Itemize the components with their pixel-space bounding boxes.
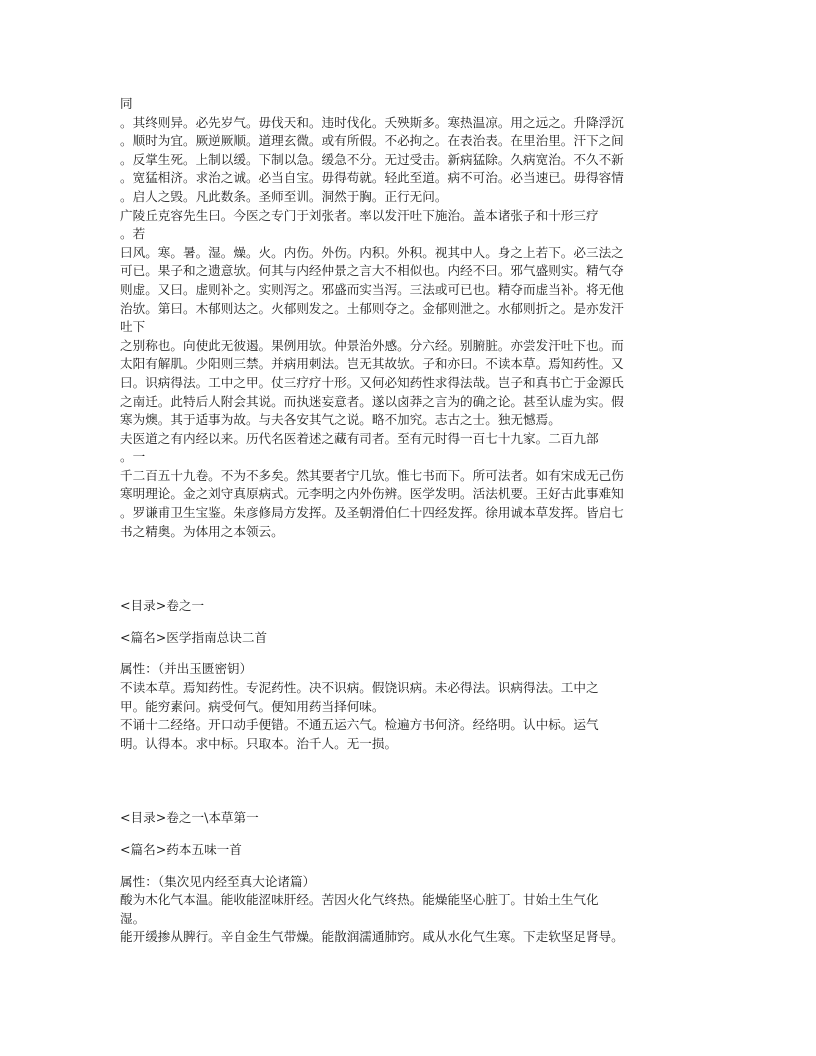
text-line: 。其终则异。必先岁气。毋伐天和。违时伐化。夭殃斯多。寒热温凉。用之远之。升降浮沉 (120, 114, 624, 130)
text-line: 。顺时为宜。厥逆厥顺。道理玄微。或有所假。不必拘之。在表治表。在里治里。汗下之间 (120, 133, 624, 149)
spacer (120, 647, 685, 660)
spacer (120, 860, 685, 873)
section-guide (120, 597, 685, 753)
text-line: 之别称也。向使此无彼遏。果例用欤。仲景治外感。分六经。别腑脏。亦尝发汗吐下也。而 (120, 337, 624, 353)
text-line: 曰。识病得法。工中之甲。仗三疗疗十形。又何必知药性求得法哉。岂子和真书亡于金源氏 (120, 374, 624, 390)
text-line: 能开缓掺从脾行。辛自金生气带燥。能散润濡通肺窍。咸从水化气生寒。下走软坚足肾导。 (120, 929, 624, 945)
section-materia-medica (120, 809, 685, 947)
spacer (120, 828, 685, 841)
text-line: 。若 (120, 226, 146, 242)
text-line: 。一 (120, 449, 146, 465)
text-line: 寒明理论。金之刘守真原病式。元李明之内外伤辨。医学发明。活法机要。王好古此事难知 (120, 486, 624, 502)
text-line: 明。认得本。求中标。只取本。治千人。无一损。 (120, 735, 398, 751)
attribute-line: 属性：（集次见内经至真大论诸篇） (120, 873, 316, 889)
text-line: 则虚。又曰。虚则补之。实则泻之。邪盛而实当泻。三法或可已也。精夺而虚当补。将无他 (120, 281, 624, 297)
attribute-line: 属性：（并出玉匮密钥） (120, 661, 253, 677)
text-line: 不诵十二经络。开口动手便错。不通五运六气。检遍方书何济。经络明。认中标。运气 (120, 717, 599, 733)
text-line: 书之精奥。为体用之本领云。 (120, 523, 284, 539)
article-title: <篇名>医学指南总诀二首 (120, 629, 268, 645)
section-preface (120, 95, 685, 541)
text-line: 。反掌生死。上制以缓。下制以急。缓急不分。无过受击。新病猛除。久病宽治。不久不新 (120, 151, 624, 167)
section-spacer (120, 753, 685, 809)
text-line: 夫医道之有内经以来。历代名医着述之藏有司者。至有元时得一百七十九家。二百九部 (120, 430, 599, 446)
text-line: 。启人之毁。凡此数条。圣师至训。洞然于胸。正行无问。 (120, 188, 448, 204)
toc-heading: <目录>卷之一 (120, 598, 205, 614)
text-line: 不读本草。焉知药性。专泥药性。决不识病。假饶识病。未必得法。识病得法。工中之 (120, 680, 599, 696)
text-line: 寒为燠。其于适事为故。与夫各安其气之说。略不加究。志古之士。独无憾焉。 (120, 412, 561, 428)
text-line: 广陵丘克容先生曰。今医之专门于刘张者。率以发汗吐下施治。盖本诸张子和十形三疗 (120, 207, 599, 223)
spacer (120, 616, 685, 629)
text-line: 吐下 (120, 319, 146, 335)
text-line: 。罗谦甫卫生宝鉴。朱彦修局方发挥。及圣朝滑伯仁十四经发挥。徐用诚本草发挥。皆启七 (120, 505, 624, 521)
text-line: 之南迁。此特后人附会其说。而执迷妄意者。遂以卤莽之言为的确之论。甚至认虚为实。假 (120, 393, 624, 409)
text-line: 曰风。寒。暑。湿。燥。火。内伤。外伤。内积。外积。视其中人。身之上若下。必三法之 (120, 244, 624, 260)
text-line: 同 (120, 96, 133, 111)
text-line: 千二百五十九卷。不为不多矣。然其要者宁几欤。惟七书而下。所可法者。如有宋成无己伤 (120, 467, 624, 483)
text-line: 治欤。第曰。木郁则达之。火郁则发之。土郁则夺之。金郁则泄之。水郁则折之。是亦发汗 (120, 300, 624, 316)
document-page (120, 95, 685, 947)
text-line: 酸为木化气本温。能收能涩味肝经。苦因火化气终热。能燥能坚心脏丁。甘始土生气化 (120, 892, 599, 908)
text-line: 甲。能穷素问。病受何气。便知用药当择何味。 (120, 698, 385, 714)
text-line: 湿。 (120, 910, 146, 926)
toc-heading: <目录>卷之一\本草第一 (120, 810, 259, 826)
section-spacer (120, 541, 685, 597)
text-line: 可已。果子和之遗意欤。何其与内经仲景之言大不相似也。内经不曰。邪气盛则实。精气夺 (120, 263, 624, 279)
article-title: <篇名>药本五味一首 (120, 842, 242, 857)
text-line: 。宽猛相济。求治之诚。必当自宝。毋得苟就。轻此至道。病不可治。必当速已。毋得容情 (120, 170, 624, 186)
text-line: 太阳有解肌。少阳则三禁。并病用刺法。岂无其故欤。子和亦曰。不读本草。焉知药性。又 (120, 356, 624, 372)
